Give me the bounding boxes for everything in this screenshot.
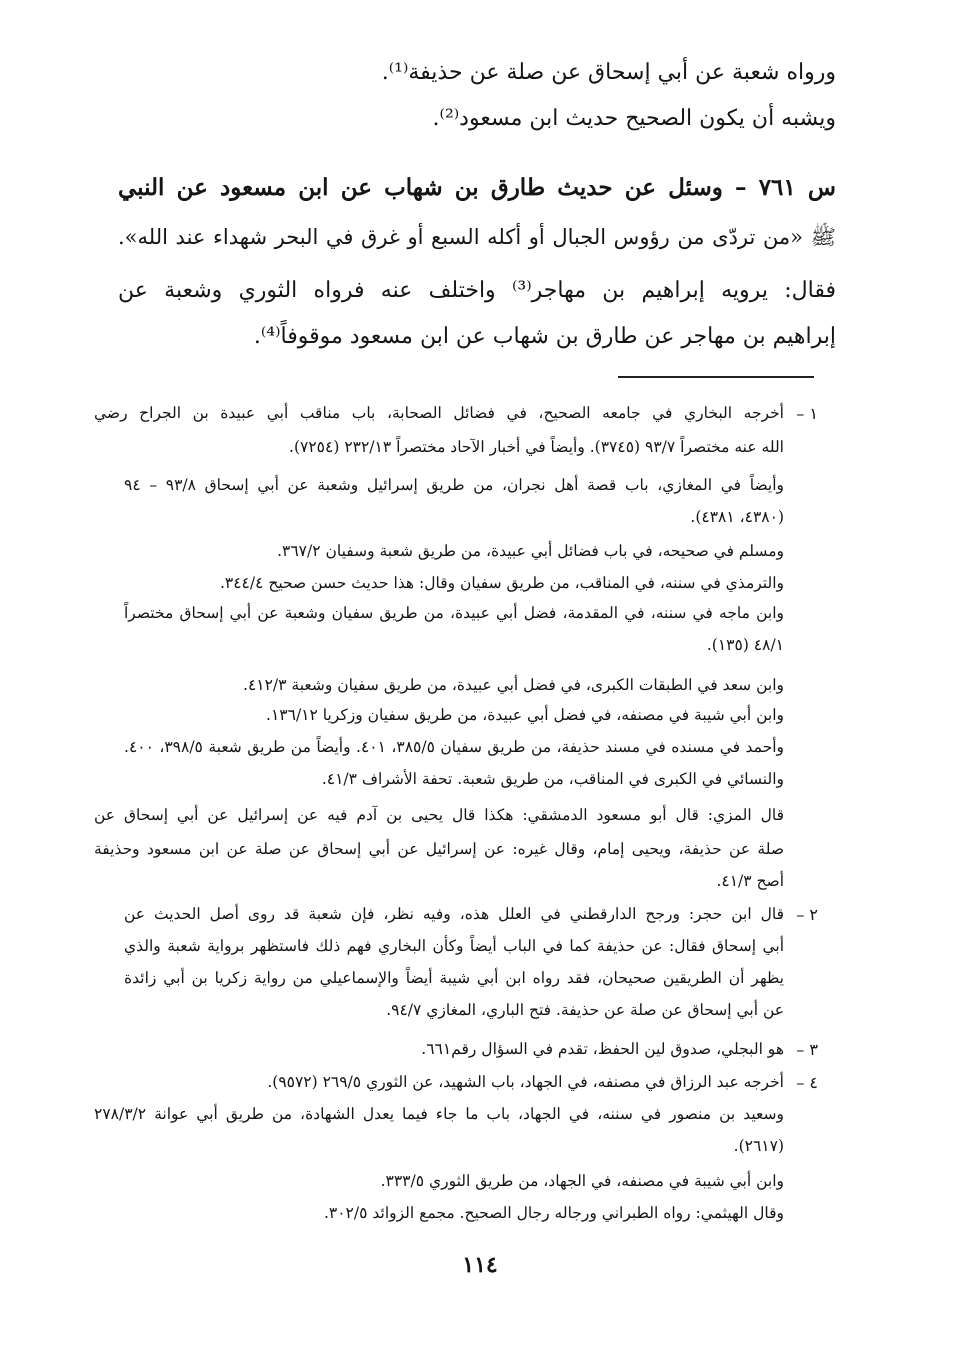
footnote-line: ٤٨/١ (١٣٥).: [706, 636, 784, 654]
footnote-line: ومسلم في صحيحه، في باب فضائل أبي عبيدة، من طريق شعبة وسفيان ٣٦٧/٢.: [277, 542, 784, 560]
footnote-line: الله عنه مختصراً ٩٣/٧ (٣٧٤٥). وأيضاً في أخبار الآحاد مختصراً ٢٣٢/١٣ (٧٢٥٤).: [289, 438, 784, 456]
footnote-line: وابن سعد في الطبقات الكبرى، في فضل أبي عبيدة، من طريق سفيان وشعبة ٤١٢/٣.: [243, 676, 784, 694]
question-line: س ٧٦١ – وسئل عن حديث طارق بن شهاب عن ابن مسعود عن النبي: [118, 174, 836, 201]
footnote-line: عن أبي إسحاق عن صلة عن حذيفة. فتح الباري، المغازي ٩٤/٧.: [386, 1001, 784, 1019]
footnote-line: والترمذي في سننه، في المناقب، من طريق سفيان وقال: هذا حديث حسن صحيح ٣٤٤/٤.: [219, 574, 784, 592]
footnote-marker: ٢ –: [796, 905, 818, 924]
footnote-line: وابن أبي شيبة في مصنفه، في فضل أبي عبيدة، من طريق سفيان وزكريا ١٣٦/١٢.: [266, 706, 784, 724]
footnote-separator: [618, 376, 814, 378]
footnote-line: (٢٦١٧).: [733, 1137, 784, 1155]
footnote-line: وأيضاً في المغازي، باب قصة أهل نجران، من طريق إسرائيل وشعبة عن أبي إسحاق ٩٣/٨ – ٩٤: [124, 476, 784, 494]
main-text-line: ويشبه أن يكون الصحيح حديث ابن مسعود⁽²⁾.: [432, 106, 836, 131]
main-text-line: ورواه شعبة عن أبي إسحاق عن صلة عن حذيفة⁽¹⁾.: [381, 60, 836, 85]
footnote-marker: ٣ –: [796, 1040, 818, 1059]
main-text-line: فقال: يرويه إبراهيم بن مهاجر⁽³⁾ واختلف عنه فرواه الثوري وشعبة عن: [118, 278, 836, 303]
footnote-line: هو البجلي، صدوق لين الحفظ، تقدم في السؤال رقم٦٦١.: [421, 1040, 784, 1058]
footnote-line: صلة عن حذيفة، ويحيى إمام، وقال غيره: عن إسرائيل عن أبي إسحاق عن صلة عن ابن مسعود وحذيفة: [94, 840, 784, 858]
footnote-line: قال المزي: قال أبو مسعود الدمشقي: هكذا قال يحيى بن آدم فيه عن إسرائيل عن أبي إسحاق عن: [94, 806, 784, 824]
footnote-line: قال ابن حجر: ورجح الدارقطني في العلل هذه، وفيه نظر، فإن شعبة قد روى أصل الحديث عن: [124, 905, 784, 923]
footnote-line: أخرجه البخاري في جامعه الصحيح، في فضائل الصحابة، باب مناقب أبي عبيدة بن الجراح رضي: [94, 404, 784, 422]
main-text-line: ﷺ «من تردّى من رؤوس الجبال أو أكله السبع أو غرق في البحر شهداء عند الله».: [118, 225, 836, 249]
footnote-line: (٤٣٨٠، ٤٣٨١).: [690, 508, 784, 526]
footnote-marker: ٤ –: [796, 1073, 818, 1092]
footnote-line: وقال الهيثمي: رواه الطبراني ورجاله رجال الصحيح. مجمع الزوائد ٣٠٢/٥.: [323, 1204, 784, 1222]
page-number: ١١٤: [462, 1252, 498, 1278]
main-text-line: إبراهيم بن مهاجر عن طارق بن شهاب عن ابن مسعود موقوفاً⁽⁴⁾.: [253, 324, 836, 349]
footnote-line: وابن أبي شيبة في مصنفه، في الجهاد، من طريق الثوري ٣٣٣/٥.: [380, 1172, 784, 1190]
footnote-line: وسعيد بن منصور في سننه، في الجهاد، باب ما جاء فيما يعدل الشهادة، من طريق أبي عوانة ٢٧٨/٣/٢: [94, 1105, 784, 1123]
footnote-line: وابن ماجه في سننه، في المقدمة، فضل أبي عبيدة، من طريق سفيان وشعبة عن أبي إسحاق مختصراً: [124, 604, 784, 622]
footnote-line: أبي إسحاق فقال: عن حذيفة كما في الباب أيضاً وكأن البخاري فهم ذلك فاستظهر برواية شعبة والذي: [124, 937, 784, 955]
footnote-line: وأحمد في مسنده في مسند حذيفة، من طريق سفيان ٣٨٥/٥، ٤٠١. وأيضاً من طريق شعبة ٣٩٨/٥، ٤٠٠.: [124, 738, 784, 756]
footnote-line: أصح ٤١/٣.: [716, 872, 784, 890]
footnote-line: والنسائي في الكبرى في المناقب، من طريق شعبة. تحفة الأشراف ٤١/٣.: [321, 770, 784, 788]
footnote-line: أخرجه عبد الرزاق في مصنفه، في الجهاد، باب الشهيد، عن الثوري ٢٦٩/٥ (٩٥٧٢).: [267, 1073, 784, 1091]
footnote-marker: ١ –: [796, 404, 818, 423]
footnote-line: يظهر أن الطريقين صحيحان، فقد رواه ابن أبي شيبة أيضاً والإسماعيلي من رواية زكريا بن أبي زائدة: [124, 969, 784, 987]
